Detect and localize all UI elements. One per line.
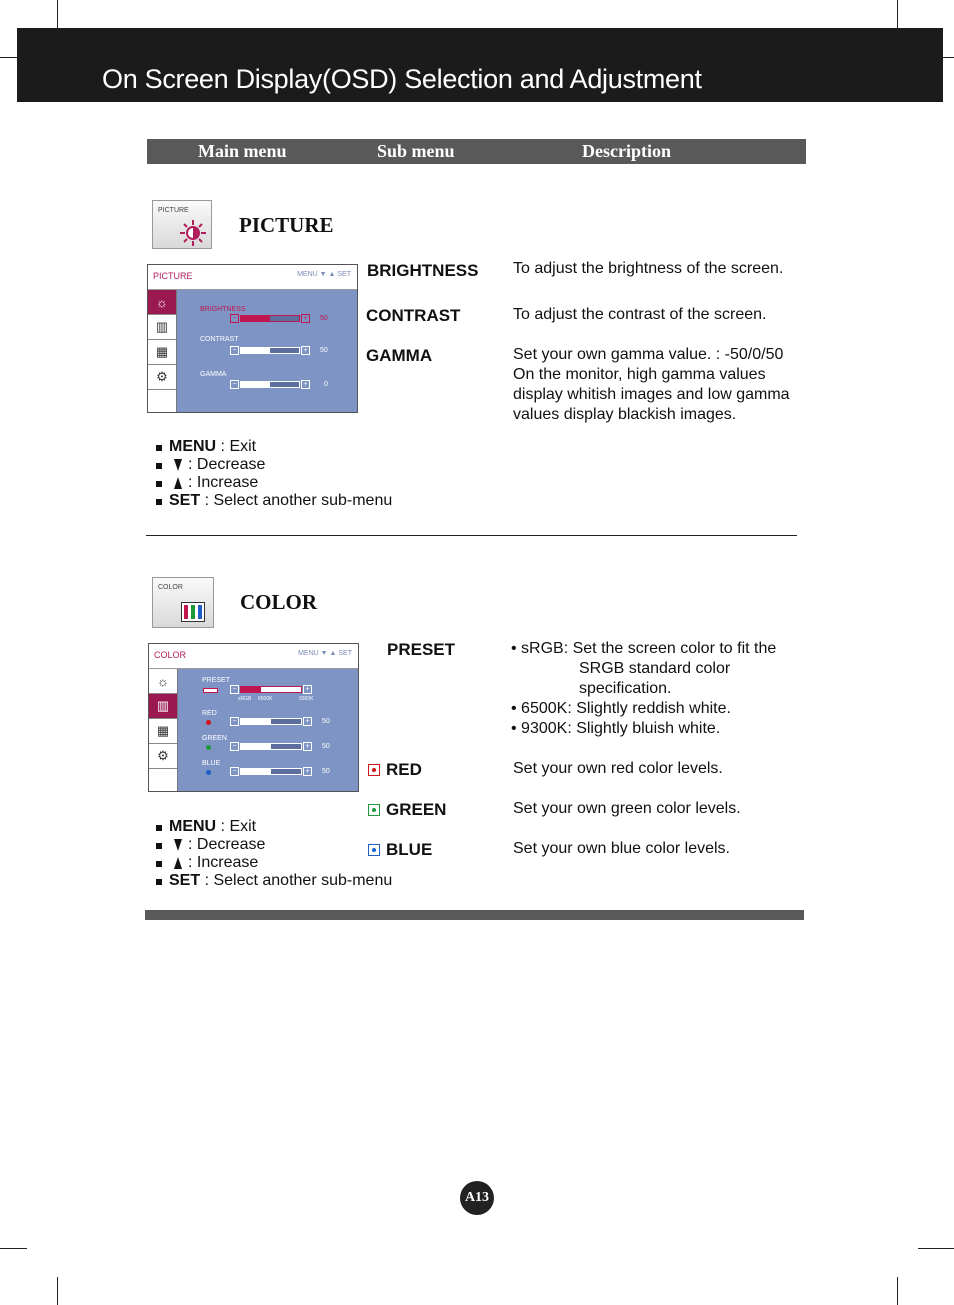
osd-preset-tick: 6500K [258,696,273,702]
legend-increase [156,854,392,872]
osd-label: RED [202,710,217,717]
column-sub-menu: Sub menu [377,141,455,161]
osd-color-icon: ▥ [149,694,177,719]
legend-decrease [156,836,392,854]
osd-plus-icon: + [303,717,312,726]
osd-value: 50 [322,768,330,775]
column-description: Description [582,141,671,161]
legend-text: : Exit [216,438,257,455]
osd-top-bar [149,644,358,669]
section-divider [146,535,797,536]
osd-plus-icon: + [301,314,310,323]
osd-slider-fill [241,687,261,692]
osd-value: 0 [324,381,328,388]
osd-label: BRIGHTNESS [200,306,246,313]
osd-title: PICTURE [153,271,193,281]
up-arrow-icon [174,477,182,489]
legend-text: : Select another sub-menu [200,872,393,889]
section-end-bar [145,910,804,920]
column-main-menu: Main menu [198,141,287,161]
osd-tracking-icon: ▦ [149,719,177,744]
osd-preset-tick: sRGB [238,696,252,702]
legend-decrease [156,456,392,474]
submenu-label: GREEN [386,800,447,819]
osd-minus-icon: − [230,717,239,726]
osd-slider-fill [241,348,270,353]
osd-side-menu [148,290,177,412]
color-icon-caption: COLOR [158,584,183,591]
osd-value: 50 [322,743,330,750]
crop-mark [943,57,954,58]
legend-increase [156,474,392,492]
desc-gamma [513,345,790,425]
osd-plus-icon: + [301,346,310,355]
desc-red: Set your own red color levels. [513,760,723,777]
picture-icon-caption: PICTURE [158,207,189,214]
color-section-title: COLOR [240,590,318,614]
submenu-label: BLUE [386,840,433,859]
osd-brightness-icon: ☼ [149,669,177,694]
color-menu-icon [152,577,214,628]
legend-set [156,872,392,890]
picture-section-title: PICTURE [239,213,334,237]
desc-preset [511,639,776,739]
crop-mark [897,0,898,28]
legend-key: SET [169,492,201,509]
picture-osd-screenshot [147,264,358,413]
osd-key-hints: MENU ▼ ▲ SET [297,271,351,278]
red-square-icon [368,764,380,776]
osd-slider [240,347,300,354]
legend-key: MENU [169,818,217,835]
legend-text: : Decrease [188,456,266,473]
crop-mark [57,0,58,28]
osd-minus-icon: − [230,380,239,389]
legend-text: : Increase [188,474,259,491]
osd-label: BLUE [202,760,221,767]
osd-plus-icon: + [303,767,312,776]
osd-value: 50 [320,315,328,322]
osd-value: 50 [322,718,330,725]
desc-line: On the monitor, high gamma values [513,366,766,383]
legend-text: : Exit [216,818,257,835]
osd-minus-icon: − [230,767,239,776]
desc-line: • sRGB: Set the screen color to fit the [511,640,777,657]
osd-plus-icon: + [303,685,312,694]
legend-key: SET [169,872,201,889]
osd-value: 50 [320,347,328,354]
green-dot-icon [206,745,211,750]
up-arrow-icon [174,857,182,869]
picture-key-legend [156,438,392,510]
osd-side-menu [149,669,178,791]
osd-minus-icon: − [230,346,239,355]
osd-slider [240,768,302,775]
crop-mark [0,1248,27,1249]
submenu-preset: PRESET [387,640,456,659]
desc-line: specification. [579,680,672,697]
desc-contrast: To adjust the contrast of the screen. [513,306,767,323]
red-dot-icon [206,720,211,725]
desc-line: SRGB standard color [579,660,731,677]
desc-line: values display blackish images. [513,406,737,423]
down-arrow-icon [174,839,182,851]
legend-text: : Select another sub-menu [200,492,393,509]
osd-key-hints: MENU ▼ ▲ SET [298,650,352,657]
desc-blue: Set your own blue color levels. [513,840,730,857]
submenu-brightness: BRIGHTNESS [367,261,479,280]
crop-mark [918,1248,954,1249]
osd-slider-fill [241,744,271,749]
green-dot [372,808,376,812]
osd-slider-fill [241,316,270,321]
osd-minus-icon: − [230,685,239,694]
osd-slider [240,718,302,725]
crop-mark [897,1277,898,1305]
legend-key: MENU [169,438,217,455]
osd-top-bar [148,265,357,290]
osd-slider-fill [241,382,270,387]
osd-brightness-icon: ☼ [148,290,176,315]
osd-slider [240,315,300,322]
submenu-red [368,760,422,780]
crop-mark [0,57,17,58]
legend-set [156,492,392,510]
page-number-badge: A13 [460,1181,494,1215]
down-arrow-icon [174,459,182,471]
osd-minus-icon: − [230,314,239,323]
green-square-icon [368,804,380,816]
legend-menu [156,438,392,456]
submenu-contrast: CONTRAST [366,306,461,325]
osd-tracking-icon: ▦ [148,340,176,365]
color-key-legend [156,818,392,890]
osd-plus-icon: + [301,380,310,389]
color-osd-screenshot [148,643,359,792]
osd-preset-indicator [203,688,218,693]
osd-label: GAMMA [200,371,227,378]
osd-main-panel [178,669,358,791]
osd-slider [240,743,302,750]
osd-slider-fill [241,719,271,724]
desc-line: Set your own gamma value. : -50/0/50 [513,346,784,363]
brightness-icon [179,219,207,247]
legend-text: : Increase [188,854,259,871]
picture-menu-icon [152,200,212,249]
osd-slider [240,381,300,388]
osd-title: COLOR [154,650,187,660]
page-title: On Screen Display(OSD) Selection and Adjustment [102,64,702,94]
osd-preset-tick: 9300K [299,696,314,702]
legend-menu [156,818,392,836]
crop-mark [57,1277,58,1305]
blue-dot-icon [206,770,211,775]
desc-line: • 9300K: Slightly bluish white. [511,720,721,737]
osd-setup-icon: ⚙ [148,365,176,390]
osd-slider-fill [241,769,271,774]
submenu-label: RED [386,760,422,779]
color-bars-icon [181,602,205,622]
submenu-gamma: GAMMA [366,346,433,365]
legend-text: : Decrease [188,836,266,853]
desc-line: • 6500K: Slightly reddish white. [511,700,731,717]
submenu-green [368,800,446,820]
osd-color-icon: ▥ [148,315,176,340]
osd-minus-icon: − [230,742,239,751]
osd-label: PRESET [202,677,231,684]
osd-label: CONTRAST [200,336,239,343]
red-dot [372,768,376,772]
osd-plus-icon: + [303,742,312,751]
desc-green: Set your own green color levels. [513,800,741,817]
desc-brightness: To adjust the brightness of the screen. [513,260,784,277]
osd-label: GREEN [202,735,227,742]
osd-setup-icon: ⚙ [149,744,177,769]
desc-line: display whitish images and low gamma [513,386,790,403]
osd-preset-slider [240,686,302,693]
osd-main-panel [177,290,357,412]
